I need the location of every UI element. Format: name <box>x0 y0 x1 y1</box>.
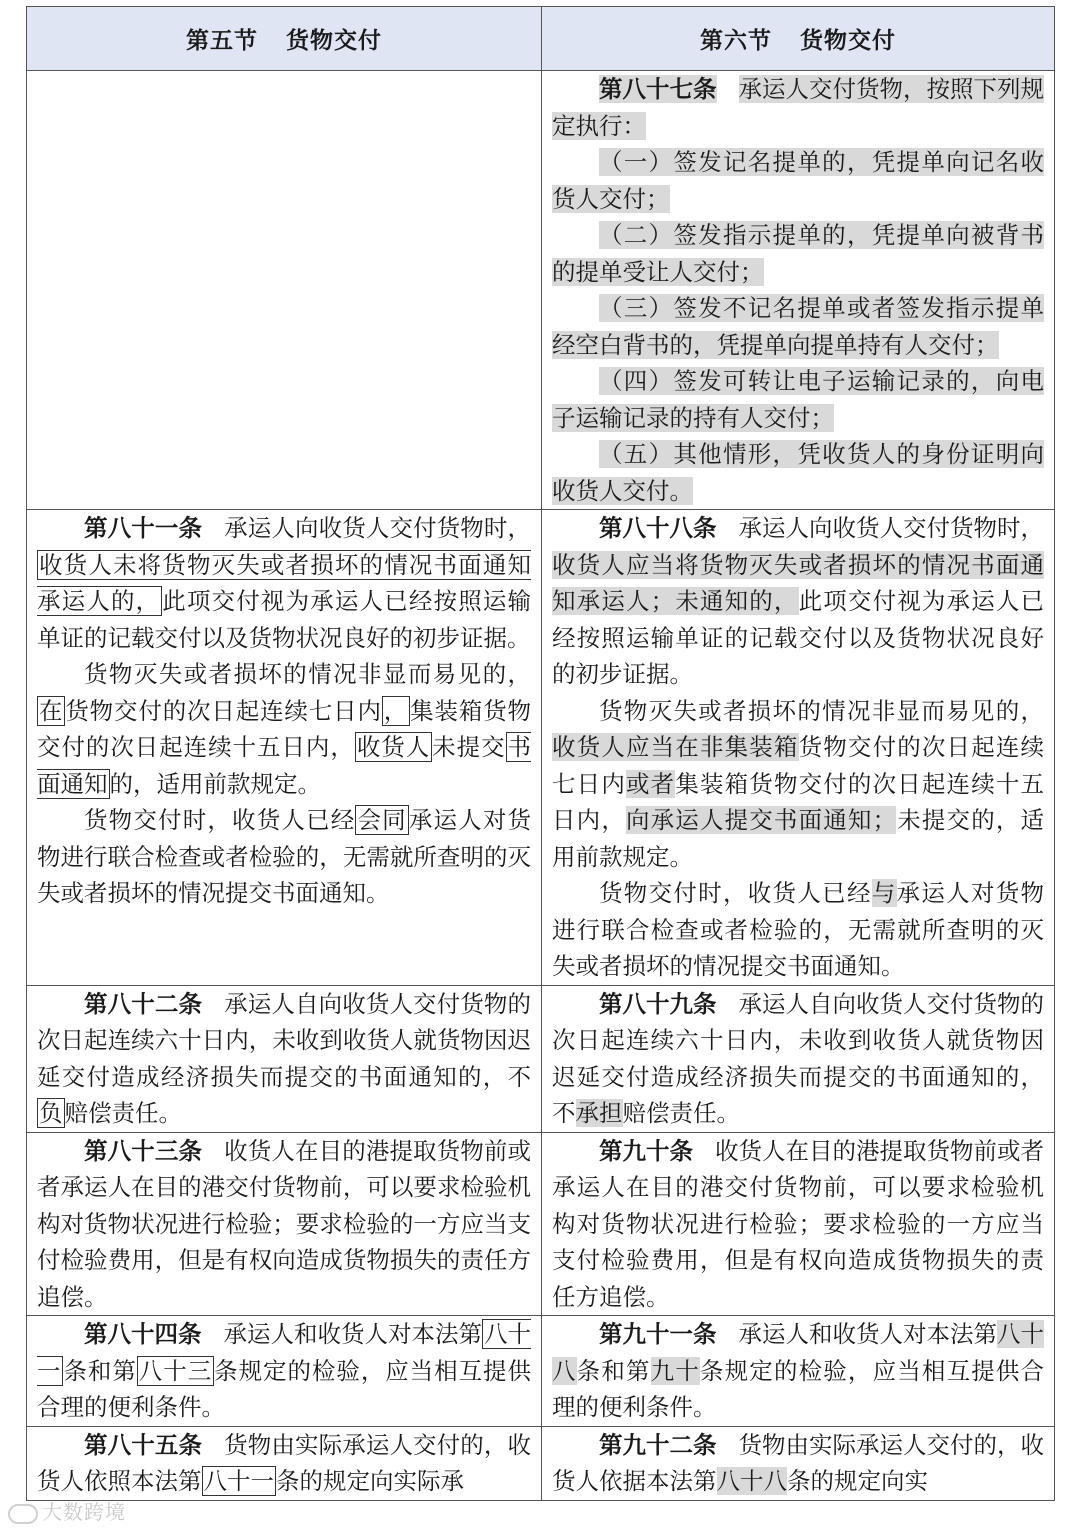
article-text <box>27 510 541 912</box>
paragraph <box>37 510 531 656</box>
text-segment: 承运人向收货人交付货物时， <box>738 514 1044 542</box>
paragraph <box>37 1427 531 1500</box>
row-3-left-cell <box>27 1132 542 1316</box>
row-0-right-cell <box>542 71 1055 510</box>
table-header-row <box>27 7 1055 71</box>
text-segment: 未提交 <box>432 733 506 761</box>
paragraph <box>552 510 1044 693</box>
highlighted-text: 八十八 <box>716 1467 787 1495</box>
boxed-text: 书面通知 <box>37 733 532 798</box>
text-segment: 集装箱货物交付的次日起连续十五日内， <box>552 769 1045 834</box>
boxed-text: 八十三 <box>138 1356 213 1385</box>
boxed-text: 收货人未将货物灭失或者损坏的情况书面通知承运人的， <box>37 550 531 615</box>
paragraph <box>37 802 531 912</box>
article-number: 第八十二条 <box>84 989 203 1018</box>
paragraph <box>552 1133 1044 1316</box>
article-text <box>27 1316 541 1426</box>
boxed-text: ， <box>383 696 409 725</box>
text-segment: 承运人对货物进行联合检查或者检验的，无需就所查明的灭失或者损坏的情况提交书面通知。 <box>552 879 1045 980</box>
article-number: 第八十四条 <box>84 1320 202 1348</box>
text-segment: 货物灭失或者损坏的情况非显而易见的， <box>84 660 531 688</box>
text-segment: 承运人自向收货人交付货物的次日起连续六十日内，未收到收货人就货物因迟延交付造成经济损失而提交的书面通知的，不 <box>37 989 532 1091</box>
highlighted-text: （二）签发指示提单的，凭提单向被背书的提单受让人交付； <box>552 221 1044 286</box>
text-segment: 货物交付时，收货人已经 <box>84 806 356 834</box>
article-number: 第八十九条 <box>599 989 717 1018</box>
row-0-left-cell <box>27 71 542 510</box>
article-number: 第八十三条 <box>84 1136 203 1165</box>
comparison-table <box>26 6 1055 1501</box>
paragraph <box>552 875 1044 985</box>
paragraph <box>37 1316 531 1426</box>
paragraph <box>552 290 1044 363</box>
highlighted-text: 九十 <box>650 1356 700 1385</box>
paragraph <box>552 1427 1044 1500</box>
text-segment: 货物交付时，收货人已经 <box>599 879 872 907</box>
text-segment: 此项交付视为承运人已经按照运输单证的记载交付以及货物状况良好的初步证据。 <box>552 587 1045 688</box>
row-5-left-cell <box>27 1426 542 1500</box>
highlighted-text: 或者 <box>625 769 676 798</box>
row-1-right-cell <box>542 510 1055 986</box>
text-segment: 此项交付视为承运人已经按照运输单证的记载交付以及货物状况良好的初步证据。 <box>37 587 532 652</box>
text-segment: 条规定的检验，应当相互提供合理的便利条件。 <box>552 1356 1045 1421</box>
row-5-right-cell <box>542 1426 1055 1500</box>
highlighted-text: 八十八 <box>552 1320 1044 1385</box>
text-segment: 赔偿责任。 <box>622 1099 740 1127</box>
text-segment: 承运人和收货人对本法第 <box>738 1320 997 1348</box>
row-3-right-cell <box>542 1132 1055 1316</box>
article-number: 第九十二条 <box>599 1430 717 1459</box>
article-number: 第八十一条 <box>84 514 203 542</box>
table-row <box>27 1426 1055 1500</box>
highlighted-text: 承运人交付货物，按照下列规定执行： <box>552 75 1044 140</box>
text-segment: 条规定的检验，应当相互提供合理的便利条件。 <box>37 1356 532 1421</box>
paragraph <box>552 693 1044 876</box>
header-right-prefix: 第六节 <box>700 27 772 54</box>
article-text <box>27 1133 541 1316</box>
paragraph <box>552 363 1044 436</box>
text-segment: 承运人自向收货人交付货物的次日起连续六十日内，未收到收货人就货物因迟延交付造成经济损失而提交的书面通知的，不 <box>552 989 1044 1127</box>
text-segment: 货物交付的次日起连续七日内 <box>552 733 1045 798</box>
paragraph <box>552 71 1044 144</box>
highlighted-text: 与 <box>871 879 897 907</box>
text-segment: 条的规定向实 <box>787 1467 928 1495</box>
boxed-text: 收货人 <box>356 733 431 761</box>
paragraph <box>552 986 1044 1132</box>
article-text <box>27 986 541 1132</box>
row-2-left-cell <box>27 985 542 1132</box>
boxed-text: 八十一 <box>203 1467 274 1495</box>
article-text <box>542 71 1054 509</box>
paragraph <box>37 656 531 802</box>
paragraph <box>552 1316 1044 1426</box>
article-text <box>27 1427 541 1500</box>
text-segment: 货物交付的次日起连续七日内 <box>65 696 382 725</box>
paragraph <box>552 144 1044 217</box>
header-left-prefix: 第五节 <box>186 27 258 54</box>
table-row <box>27 510 1055 986</box>
text-segment: 条的规定向实际承 <box>276 1467 464 1495</box>
header-right <box>542 7 1055 71</box>
highlighted-text: （五）其他情形，凭收货人的身份证明向收货人交付。 <box>552 440 1044 505</box>
row-1-left-cell <box>27 510 542 986</box>
row-2-right-cell <box>542 985 1055 1132</box>
text-segment: 未提交的，适用前款规定。 <box>552 806 1045 871</box>
boxed-text: 负 <box>39 1099 63 1127</box>
highlighted-text: （四）签发可转让电子运输记录的，向电子运输记录的持有人交付； <box>552 367 1044 432</box>
highlighted-text: （一）签发记名提单的，凭提单向记名收货人交付； <box>552 148 1044 213</box>
watermark-text: 大数跨境 <box>42 1500 126 1524</box>
text-segment: 条和第 <box>576 1356 651 1385</box>
article-number: 第八十八条 <box>599 514 717 542</box>
text-segment: 的，适用前款规定。 <box>109 769 321 798</box>
article-number: 第八十五条 <box>84 1430 203 1459</box>
text-segment: 收货人在目的港提取货物前或者承运人在目的港交付货物前，可以要求检验机构对货物状况进行检验；要求检验的一方应当支付检验费用，但是有权向造成货物损失的责任方追偿。 <box>552 1136 1044 1311</box>
article-text <box>542 510 1054 985</box>
article-number: 第八十七条 <box>599 75 717 103</box>
article-text <box>542 1427 1054 1500</box>
highlighted-text: 收货人应当在非集装箱 <box>552 733 799 761</box>
highlighted-text: 收货人应当将货物灭失或者损坏的情况书面通知承运人；未通知的， <box>552 550 1044 615</box>
article-text <box>542 986 1054 1132</box>
row-4-right-cell <box>542 1316 1055 1427</box>
row-4-left-cell <box>27 1316 542 1427</box>
paragraph <box>552 217 1044 290</box>
text-segment: 货物由实际承运人交付的，收货人依据本法第 <box>552 1430 1044 1495</box>
highlighted-text: 向承运人提交书面通知； <box>625 806 897 834</box>
text-segment: 条和第 <box>63 1356 137 1385</box>
article-text <box>542 1316 1054 1426</box>
text-segment: 承运人向收货人交付货物时， <box>224 514 532 542</box>
article-text <box>542 1133 1054 1316</box>
text-segment: 收货人在目的港提取货物前或者承运人在目的港交付货物前，可以要求检验机构对货物状况进行检验；要求检验的一方应当支付检验费用，但是有权向造成货物损失的责任方追偿。 <box>37 1136 532 1311</box>
table-row <box>27 71 1055 510</box>
article-number: 第九十条 <box>599 1136 693 1165</box>
highlighted-text: 承担 <box>575 1099 623 1127</box>
watermark-logo-icon <box>8 1504 38 1524</box>
paragraph <box>552 436 1044 509</box>
header-left-title: 货物交付 <box>286 27 382 54</box>
paragraph <box>37 986 531 1132</box>
text-segment: 赔偿责任。 <box>64 1099 182 1127</box>
boxed-text: 八十一 <box>37 1320 531 1385</box>
text-segment: 货物由实际承运人交付的，收货人依照本法第 <box>37 1430 532 1495</box>
highlighted-text: （三）签发不记名提单或者签发指示提单经空白背书的，凭提单向提单持有人交付； <box>552 294 1044 359</box>
text-segment: 承运人对货物进行联合检查或者检验的，无需就所查明的灭失或者损坏的情况提交书面通知。 <box>37 806 532 907</box>
article-number: 第九十一条 <box>599 1320 717 1348</box>
paragraph <box>37 1133 531 1316</box>
text-segment: 集装箱货物交付的次日起连续十五日内， <box>37 696 532 761</box>
table-row <box>27 1132 1055 1316</box>
table-row <box>27 1316 1055 1427</box>
boxed-text: 在 <box>39 696 64 725</box>
text-segment: 承运人和收货人对本法第 <box>223 1320 482 1348</box>
text-segment: 货物灭失或者损坏的情况非显而易见的， <box>599 696 1044 725</box>
header-right-title: 货物交付 <box>800 27 896 54</box>
header-left <box>27 7 542 71</box>
watermark <box>8 1496 126 1525</box>
table-row <box>27 985 1055 1132</box>
boxed-text: 会同 <box>357 806 407 834</box>
